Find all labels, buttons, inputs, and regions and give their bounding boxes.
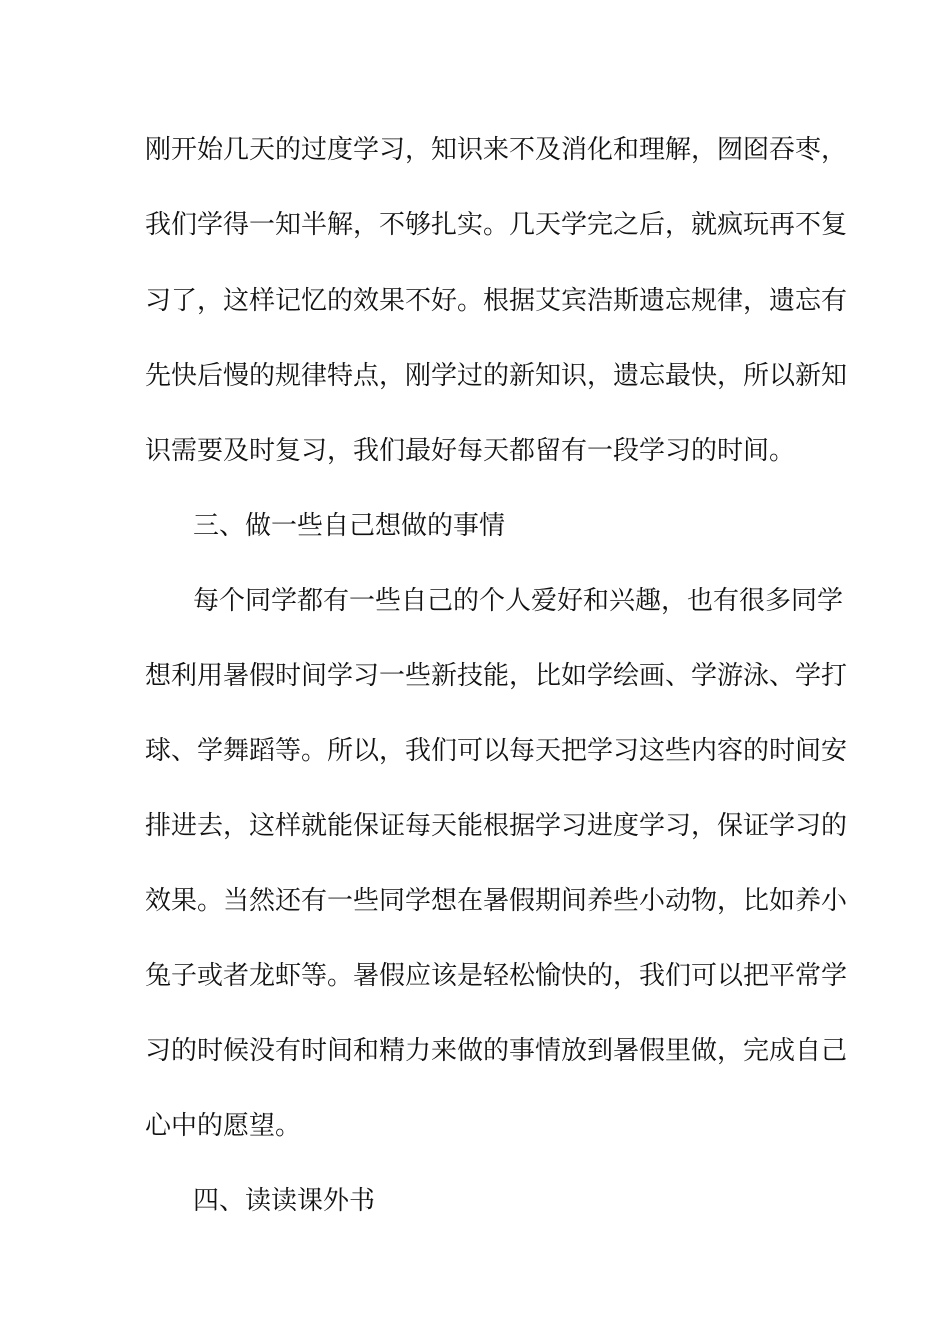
section-heading: 四、读读课外书 bbox=[193, 1186, 376, 1216]
paragraph-line: 习的时候没有时间和精力来做的事情放到暑假里做，完成自己 bbox=[145, 1036, 848, 1066]
paragraph-line: 每个同学都有一些自己的个人爱好和兴趣，也有很多同学 bbox=[193, 586, 844, 616]
paragraph-line: 排进去，这样就能保证每天能根据学习进度学习，保证学习的 bbox=[145, 811, 848, 841]
paragraph-line: 识需要及时复习，我们最好每天都留有一段学习的时间。 bbox=[145, 436, 796, 466]
paragraph-line: 习了，这样记忆的效果不好。根据艾宾浩斯遗忘规律，遗忘有 bbox=[145, 286, 848, 316]
paragraph-line: 先快后慢的规律特点，刚学过的新知识，遗忘最快，所以新知 bbox=[145, 361, 848, 391]
section-heading: 三、做一些自己想做的事情 bbox=[193, 511, 506, 541]
paragraph-line: 我们学得一知半解，不够扎实。几天学完之后，就疯玩再不复 bbox=[145, 210, 848, 240]
paragraph-line: 兔子或者龙虾等。暑假应该是轻松愉快的，我们可以把平常学 bbox=[145, 961, 848, 991]
paragraph-line: 效果。当然还有一些同学想在暑假期间养些小动物，比如养小 bbox=[145, 886, 848, 916]
paragraph-line: 心中的愿望。 bbox=[145, 1111, 302, 1141]
paragraph-line: 想利用暑假时间学习一些新技能，比如学绘画、学游泳、学打 bbox=[145, 661, 848, 691]
paragraph-line: 球、学舞蹈等。所以，我们可以每天把学习这些内容的时间安 bbox=[145, 736, 848, 766]
paragraph-line: 刚开始几天的过度学习，知识来不及消化和理解，囫囵吞枣， bbox=[145, 135, 848, 165]
